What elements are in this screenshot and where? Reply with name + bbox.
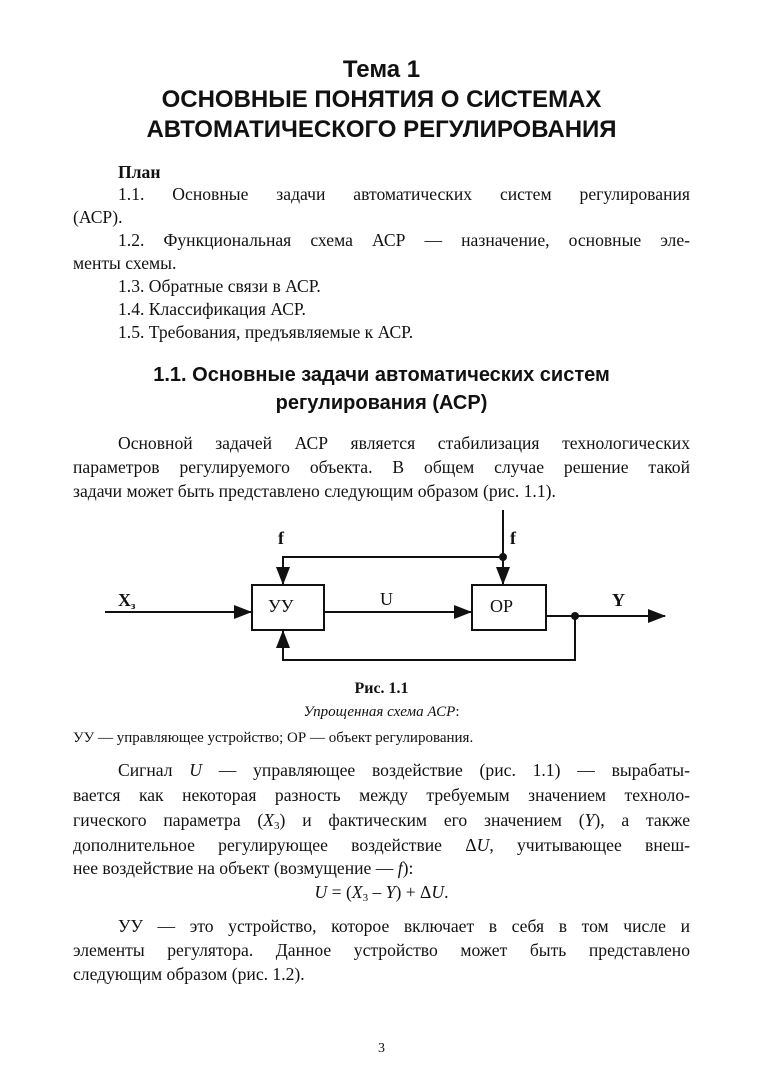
figure-number: Рис. 1.1 — [354, 680, 409, 697]
output-label: Y — [612, 590, 625, 610]
plan-item-3: 1.3. Обратные связи в АСР. — [118, 276, 321, 296]
paragraph-1-line: Основной задачей АСР является стабилизация технологических — [118, 433, 690, 453]
plan-item-5: 1.5. Требования, предъявляемые к АСР. — [118, 322, 414, 342]
paragraph-1-line: задачи может быть представлено следующим образом (рис. 1.1). — [73, 481, 556, 501]
topic-label: Тема 1 — [342, 56, 421, 83]
section-title-line1: 1.1. Основные задачи автоматических систем — [153, 364, 610, 386]
paragraph-3-line: элементы регулятора. Данное устройство может быть представлено — [73, 940, 690, 960]
section-title-line2: регулирования (АСР) — [275, 392, 488, 414]
paragraph-2-line: вается как некоторая разность между требуемым значением техноло- — [73, 785, 690, 805]
plan-item-2-cont: менты схемы. — [73, 253, 177, 273]
paragraph-3-line: УУ — это устройство, которое включает в себя в том числе и — [118, 916, 690, 936]
page-number: 3 — [378, 1041, 385, 1056]
input-label: $X_з$ — [118, 590, 136, 612]
signal-label: U — [380, 589, 393, 609]
paragraph-3-line: следующим образом (рис. 1.2). — [73, 964, 305, 984]
paragraph-2-line: Сигнал U — управляющее воздействие (рис. 1.1) — вырабаты- — [118, 760, 690, 780]
paragraph-1-line: параметров регулируемого объекта. В общем случае решение такой — [73, 457, 690, 477]
plan-item-4: 1.4. Классификация АСР. — [118, 299, 306, 319]
plan-item-2: 1.2. Функциональная схема АСР — назначение, основные эле- — [118, 230, 690, 250]
paragraph-2-line: гического параметра $(X_3)$ и фактическим его значением (Y), а также — [73, 810, 691, 832]
paragraph-2-line: дополнительное регулирующее воздействие ΔU, учитывающее внеш- — [73, 835, 690, 855]
controller-label: УУ — [268, 596, 294, 616]
object-label: ОР — [490, 596, 514, 616]
plan-heading: План — [118, 162, 161, 182]
plan-item-1-cont: (АСР). — [73, 207, 123, 227]
paragraph-2-line: нее воздействие на объект (возмущение — f): — [73, 858, 414, 878]
figure-title: Упрощенная схема АСР: — [303, 704, 460, 720]
junction-point — [499, 553, 507, 561]
junction-point — [571, 612, 579, 620]
disturbance-branch — [283, 557, 503, 584]
disturbance-label: f — [278, 528, 284, 548]
feedback-line — [283, 616, 575, 660]
formula: $U = (X_3 - Y) + \Delta U$. — [314, 882, 449, 904]
figure-legend: УУ — управляющее устройство; ОР — объект регулирования. — [73, 730, 474, 746]
disturbance-label: f — [510, 528, 516, 548]
chapter-title-line2: АВТОМАТИЧЕСКОГО РЕГУЛИРОВАНИЯ — [146, 116, 617, 143]
plan-item-1: 1.1. Основные задачи автоматических систем регулирования — [118, 184, 690, 204]
chapter-title-line1: ОСНОВНЫЕ ПОНЯТИЯ О СИСТЕМАХ — [161, 86, 602, 113]
